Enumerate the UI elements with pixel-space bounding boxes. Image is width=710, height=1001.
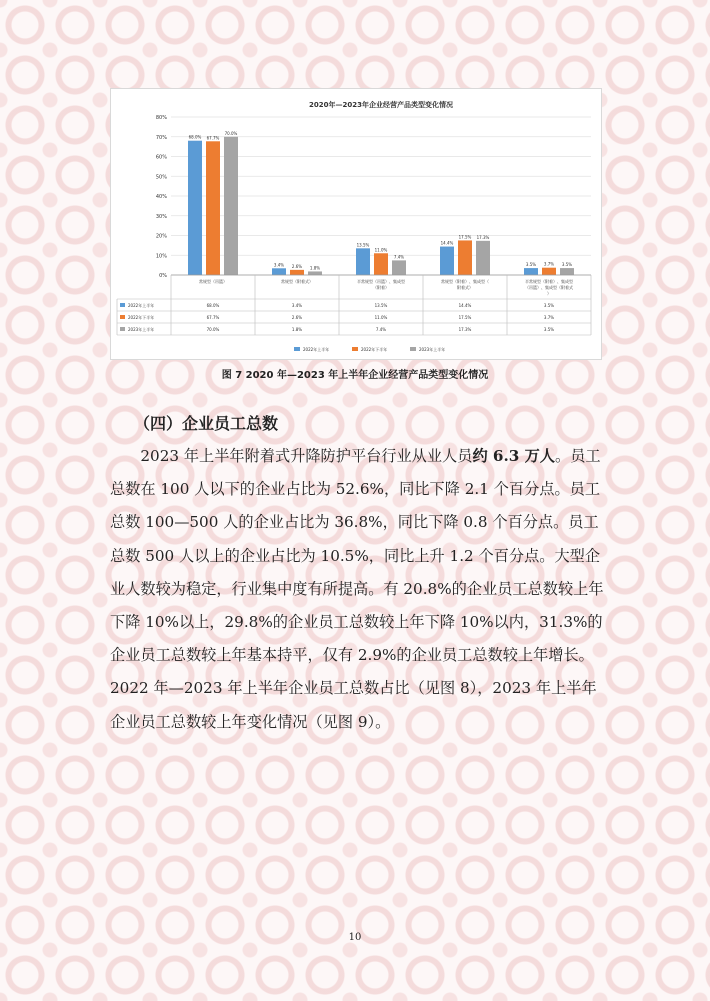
data-label: 68.0% bbox=[188, 134, 202, 140]
bar bbox=[272, 268, 286, 275]
bar-chart bbox=[111, 89, 601, 359]
paragraph-part1: 2023 年上半年附着式升降防护平台行业从业人员 bbox=[140, 447, 473, 465]
legend-label: 2022年下半年 bbox=[361, 347, 388, 352]
table-cell: 7.4% bbox=[375, 327, 387, 332]
table-series-name: 2022年下半年 bbox=[128, 315, 155, 320]
category-label: 常规型（附着）、集成型（ bbox=[441, 279, 489, 284]
bar bbox=[392, 260, 406, 275]
data-label: 14.4% bbox=[440, 240, 454, 246]
y-tick-label: 20% bbox=[155, 233, 167, 240]
table-cell: 1.8% bbox=[291, 327, 303, 332]
page-number: 10 bbox=[348, 932, 362, 943]
table-series-name: 2023年上半年 bbox=[128, 327, 155, 332]
data-label: 67.7% bbox=[206, 135, 220, 141]
bar bbox=[560, 268, 574, 275]
bar bbox=[206, 141, 220, 275]
y-tick-label: 40% bbox=[155, 194, 167, 200]
paragraph-highlight: 约 6.3 万人 bbox=[472, 447, 555, 465]
table-cell: 2.6% bbox=[291, 315, 303, 320]
legend-swatch bbox=[352, 347, 358, 351]
category-label: 常规型（吊篮） bbox=[199, 279, 227, 284]
chart-container bbox=[110, 88, 602, 360]
bar bbox=[458, 240, 472, 275]
legend-swatch bbox=[410, 347, 416, 351]
table-cell: 3.5% bbox=[543, 303, 555, 308]
data-label: 3.4% bbox=[273, 262, 285, 268]
y-tick-label: 30% bbox=[155, 213, 167, 220]
bar bbox=[188, 141, 202, 275]
table-cell: 13.5% bbox=[374, 303, 388, 308]
category-label: 常规型（附着式） bbox=[281, 279, 313, 284]
bar bbox=[476, 241, 490, 275]
data-label: 1.8% bbox=[309, 265, 321, 271]
bar bbox=[374, 253, 388, 275]
legend-label: 2022年上半年 bbox=[303, 347, 330, 352]
category-label: （吊篮）、集成型（附着式 bbox=[525, 285, 573, 290]
category-label: 附着式） bbox=[457, 285, 473, 290]
y-tick-label: 60% bbox=[155, 154, 167, 161]
table-cell: 17.5% bbox=[458, 315, 472, 320]
bar bbox=[224, 137, 238, 275]
y-tick-label: 10% bbox=[155, 253, 167, 260]
table-legend-key bbox=[120, 303, 125, 307]
category-label: 半常规型（附着）、集成型 bbox=[525, 279, 573, 284]
category-label: 半常规型（吊篮）、集成型 bbox=[357, 279, 405, 284]
data-label: 17.3% bbox=[476, 234, 490, 240]
legend-swatch bbox=[294, 347, 300, 351]
bar bbox=[356, 248, 370, 275]
category-label: （附着） bbox=[373, 285, 389, 290]
y-tick-label: 50% bbox=[155, 174, 167, 181]
paragraph-part2: 。员工总数在 100 人以下的企业占比为 52.6%，同比下降 2.1 个百分点。员工总数 100—500 人的企业占比为 36.8%，同比下降 0.8 个百分点。员工总数 500 人以上的企业占比为 10.5%，同比上升 1.2 个百分点。大型企业人数较为稳定，行业集中度有所提高。有 20.8%的企业员工总数较上年下降 10%以上，29.8%的企业员工总数较上年下降 10%以内，31.3%的企业员工总数较上年基本持平，仅有 2.9%的企业员工总数较上年增长。2022 年—2023 年上半年企业员工总数占比（见图 8），2023 年上半年企业员工总数较上年变化情况（见图 9）。 bbox=[110, 447, 604, 731]
legend-label: 2023年上半年 bbox=[419, 347, 446, 352]
table-cell: 70.0% bbox=[206, 327, 220, 332]
table-cell: 68.0% bbox=[206, 303, 220, 308]
bar bbox=[308, 271, 322, 275]
data-label: 2.6% bbox=[291, 263, 303, 269]
table-cell: 3.7% bbox=[543, 315, 555, 320]
data-label: 11.0% bbox=[374, 247, 388, 253]
data-label: 3.5% bbox=[561, 262, 573, 268]
category-label: ） bbox=[547, 291, 551, 296]
data-label: 13.5% bbox=[356, 242, 370, 248]
y-tick-label: 70% bbox=[155, 134, 167, 141]
table-legend-key bbox=[120, 315, 125, 319]
table-cell: 14.4% bbox=[458, 303, 472, 308]
y-tick-label: 0% bbox=[159, 273, 167, 279]
table-cell: 17.3% bbox=[458, 327, 472, 332]
data-label: 17.5% bbox=[458, 234, 472, 240]
chart-title: 2020年—2023年企业经营产品类型变化情况 bbox=[309, 101, 453, 109]
section-heading: （四）企业员工总数 bbox=[134, 414, 279, 433]
table-cell: 3.4% bbox=[291, 303, 303, 308]
table-cell: 3.5% bbox=[543, 327, 555, 332]
table-cell: 67.7% bbox=[206, 315, 220, 320]
body-paragraph bbox=[110, 440, 605, 739]
bar bbox=[440, 247, 454, 275]
body-text bbox=[110, 440, 605, 739]
data-label: 3.7% bbox=[543, 261, 555, 267]
data-label: 7.4% bbox=[393, 254, 405, 260]
table-cell: 11.0% bbox=[374, 315, 388, 320]
figure-caption: 图 7 2020 年—2023 年上半年企业经营产品类型变化情况 bbox=[221, 370, 489, 381]
table-series-name: 2022年上半年 bbox=[128, 303, 155, 308]
bar bbox=[290, 270, 304, 275]
data-label: 70.0% bbox=[224, 130, 238, 136]
y-tick-label: 80% bbox=[155, 115, 167, 121]
table-legend-key bbox=[120, 327, 125, 331]
bar bbox=[524, 268, 538, 275]
data-label: 3.5% bbox=[525, 262, 537, 268]
bar bbox=[542, 268, 556, 275]
